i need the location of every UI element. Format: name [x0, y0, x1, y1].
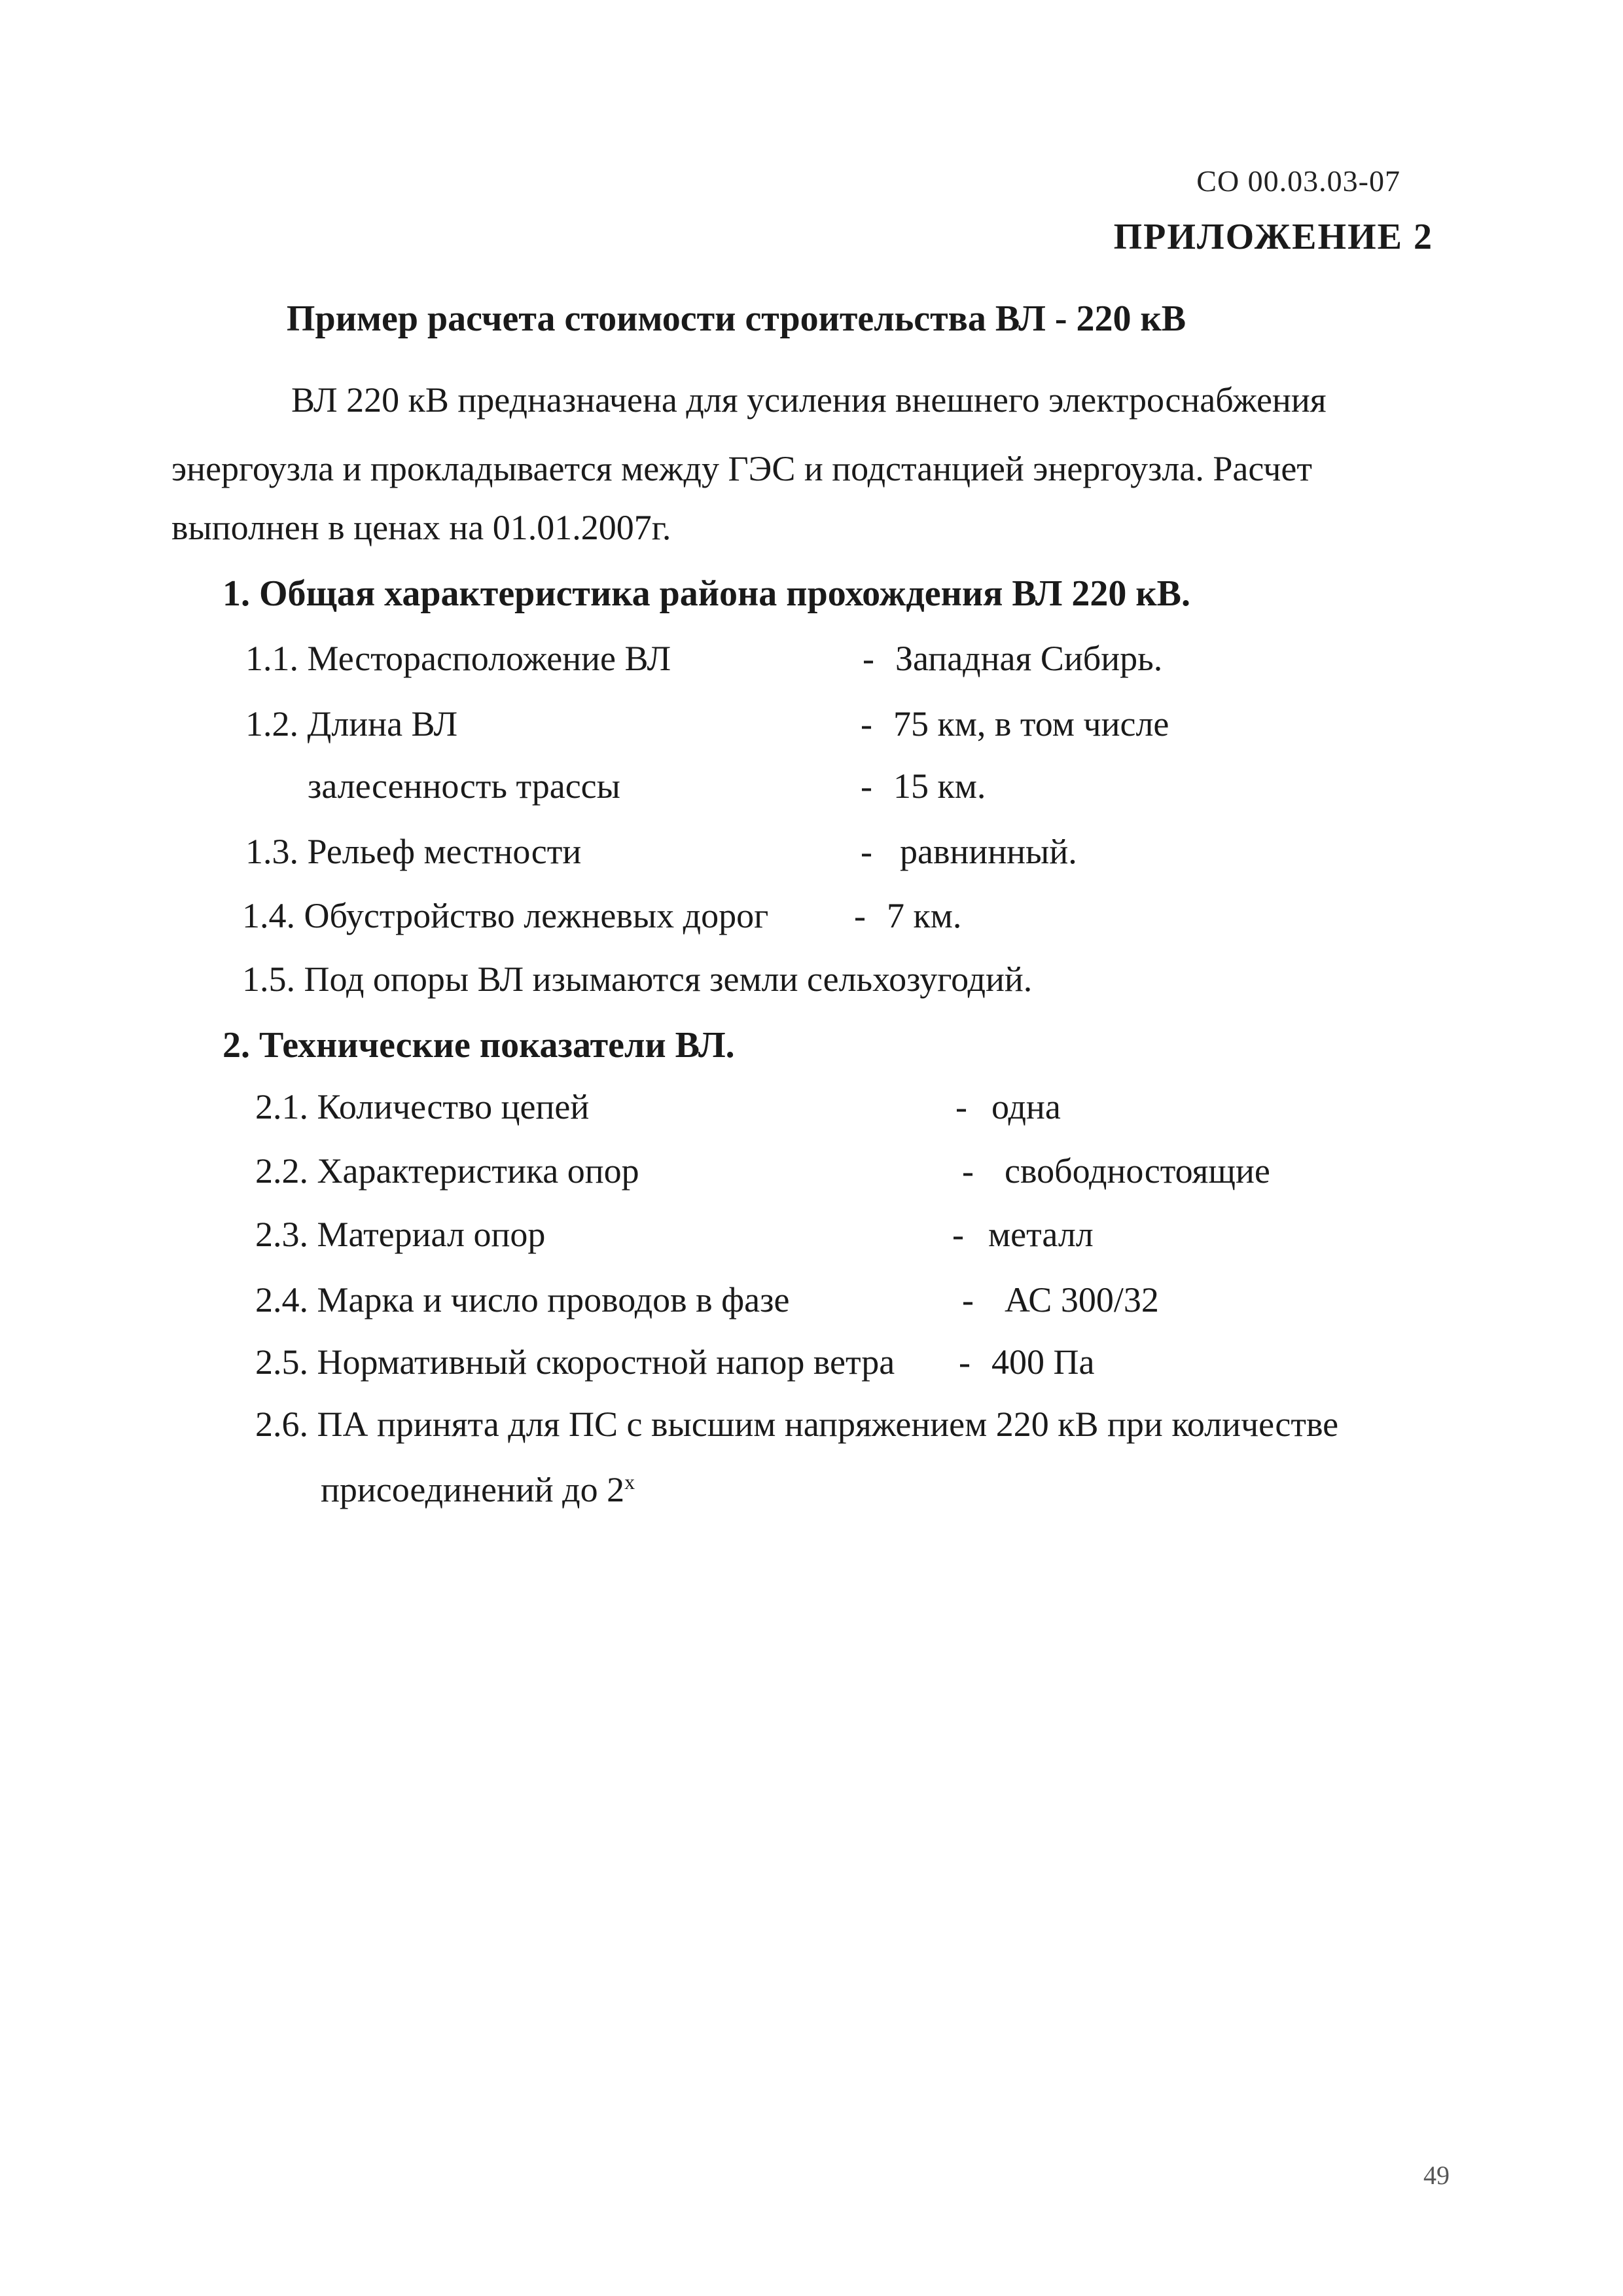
intro-line-2: энергоузла и прокладывается между ГЭС и подстанцией энергоузла. Расчет	[171, 449, 1312, 488]
item-value: 75 км, в том числе	[893, 704, 1169, 744]
intro-line-1: ВЛ 220 кВ предназначена для усиления внешнего электроснабжения	[291, 380, 1327, 420]
item-label: 2.6. ПА принята для ПС с высшим напряжением 220 кВ при количестве	[255, 1405, 1339, 1444]
appendix-label: ПРИЛОЖЕНИЕ 2	[1113, 217, 1433, 257]
item-dash: -	[854, 896, 866, 935]
item-dash: -	[861, 704, 872, 744]
item-value: 15 км.	[893, 766, 986, 806]
item-value: одна	[991, 1087, 1061, 1126]
item-value: свободностоящие	[1005, 1151, 1270, 1191]
item-label: 2.2. Характеристика опор	[255, 1151, 639, 1191]
section-2-item-continuation	[321, 1469, 635, 1510]
item-value: 7 км.	[887, 896, 962, 935]
item-dash: -	[863, 639, 874, 678]
page-number: 49	[1423, 2161, 1450, 2190]
item-value: Западная Сибирь.	[895, 639, 1163, 678]
section-2-heading: 2. Технические показатели ВЛ.	[223, 1025, 735, 1066]
item-dash: -	[861, 832, 872, 871]
item-label: 2.5. Нормативный скоростной напор ветра	[255, 1342, 895, 1382]
superscript-x: х	[624, 1470, 635, 1494]
item-label: 2.3. Материал опор	[255, 1215, 546, 1254]
item-label: 2.1. Количество цепей	[255, 1087, 590, 1126]
item-dash: -	[861, 766, 872, 806]
item-dash: -	[962, 1151, 974, 1191]
item-value: 400 Па	[991, 1342, 1095, 1382]
page-title: Пример расчета стоимости строительства ВЛ - 220 кВ	[286, 298, 1186, 339]
item-label: 1.4. Обустройство лежневых дорог	[242, 896, 769, 935]
item-dash: -	[952, 1215, 964, 1254]
item-label: 2.4. Марка и число проводов в фазе	[255, 1280, 790, 1319]
item-label: 1.2. Длина ВЛ	[245, 704, 458, 744]
item-value: равнинный.	[900, 832, 1077, 871]
item-label: 1.3. Рельеф местности	[245, 832, 582, 871]
item-label: 1.5. Под опоры ВЛ изымаются земли сельхозугодий.	[242, 960, 1033, 999]
item-dash: -	[962, 1280, 974, 1319]
item-label: 1.1. Месторасположение ВЛ	[245, 639, 671, 678]
section-1-heading: 1. Общая характеристика района прохождения ВЛ 220 кВ.	[223, 573, 1190, 614]
item-value: АС 300/32	[1005, 1280, 1159, 1319]
item-label: залесенность трассы	[308, 766, 620, 806]
item-value: металл	[988, 1215, 1094, 1254]
intro-line-3: выполнен в ценах на 01.01.2007г.	[171, 508, 671, 547]
item-dash: -	[959, 1342, 971, 1382]
item-continuation-text: присоединений до 2	[321, 1470, 625, 1509]
item-dash: -	[955, 1087, 967, 1126]
document-code: СО 00.03.03-07	[1196, 164, 1400, 198]
